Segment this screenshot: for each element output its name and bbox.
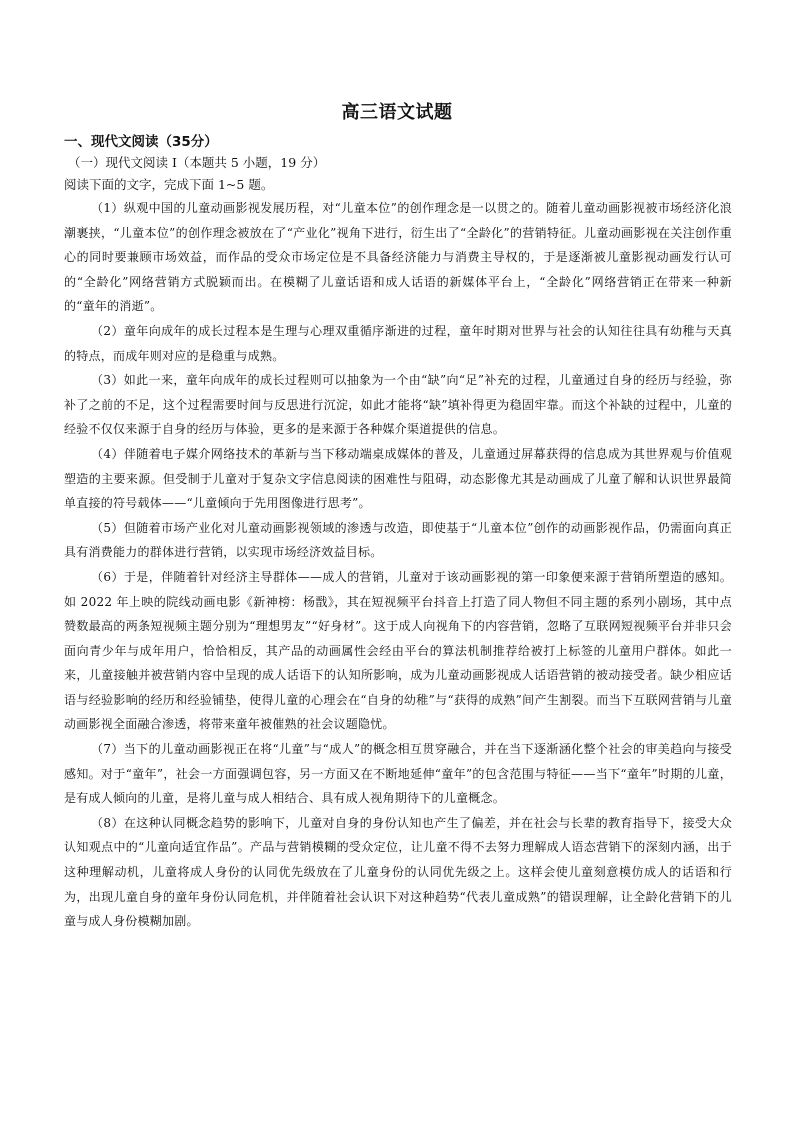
paragraph-5: （5）但随着市场产业化对儿童动画影视领域的渗透与改造，即使基于“儿童本位”创作的动画影视作品，仍需面向真正具有消费能力的群体进行营销，以实现市场经济效益目标。 (64, 520, 732, 560)
section-heading: 一、现代文阅读（35分） (64, 134, 218, 150)
paragraph-7: （7）当下的儿童动画影视正在将“儿童”与“成人”的概念相互贯穿融合，并在当下逐渐涵化整个社会的审美趋向与接受感知。对于“童年”，社会一方面强调包容，另一方面又在不断地延伸“童年”的包含范围与特征——当下“童年”时期的儿童，是有成人倾向的儿童，是将儿童与成人相结合、具有成人视角期待下的儿童概念。 (64, 742, 732, 806)
section-subheading: （一）现代文阅读 I（本题共 5 小题，19 分） (68, 155, 326, 170)
reading-instruction: 阅读下面的文字，完成下面 1~5 题。 (64, 177, 274, 192)
document-body (64, 132, 732, 934)
paragraph-2: （2）童年向成年的成长过程本是生理与心理双重循序渐进的过程，童年时期对世界与社会的认知往往具有幼稚与天真的特点，而成年则对应的是稳重与成熟。 (64, 323, 732, 363)
paragraph-1: （1）纵观中国的儿童动画影视发展历程，对“儿童本位”的创作理念是一以贯之的。随着儿童动画影视被市场经济化浪潮裹挟，“儿童本位”的创作理念被放在了“产业化”视角下进行，衍生出了“全龄化”的营销特征。儿童动画影视在关注创作重心的同时要兼顾市场效益，而作品的受众市场定位是不具备经济能力与消费主导权的，于是逐渐被儿童影视动画发行认可的“全龄化”网络营销方式脱颖而出。在模糊了儿童话语和成人话语的新媒体平台上，“全龄化”网络营销正在带来一种新的“童年的消逝”。 (64, 201, 732, 314)
paragraph-8: （8）在这种认同概念趋势的影响下，儿童对自身的身份认知也产生了偏差，并在社会与长辈的教育指导下，接受大众认知观点中的“儿童向适宜作品”。产品与营销模糊的受众定位，让儿童不得不去努力理解成人语态营销下的深刻内涵，出于这种理解动机，儿童将成人身份的认同优先级放在了儿童身份的认同优先级之上。这样会使儿童刻意模仿成人的话语和行为，出现儿童自身的童年身份认同危机，并伴随着社会认识下对这种趋势“代表儿童成熟”的错误理解，让全龄化营销下的儿童与成人身份模糊加剧。 (64, 815, 732, 929)
paragraph-3: （3）如此一来，童年向成年的成长过程则可以抽象为一个由“缺”向“足”补充的过程，儿童通过自身的经历与经验，弥补了之前的不足，这个过程需要时间与反思进行沉淀，如此才能将“缺”填补得更为稳固牢靠。而这个补缺的过程中，儿童的经验不仅仅来源于自身的经历与体验，更多的是来源于各种媒介渠道提供的信息。 (64, 373, 732, 437)
page-title: 高三语文试题 (341, 102, 453, 123)
paragraph-4: （4）伴随着电子媒介网络技术的革新与当下移动端桌成媒体的普及，儿童通过屏幕获得的信息成为其世界观与价值观塑造的主要来源。但受制于儿童对于复杂文字信息阅读的困难性与阻碍，动态影像尤其是动画成了儿童了解和认识世界最简单直接的符号载体——“儿童倾向于先用图像进行思考”。 (64, 446, 732, 511)
paragraph-6: （6）于是，伴随着针对经济主导群体——成人的营销，儿童对于该动画影视的第一印象便来源于营销所塑造的感知。如 2022 年上映的院线动画电影《新神榜：杨戬》，其在短视频平台抖音上打造了同人物但不同主题的系列小剧场，其中点赞数最高的两条短视频主题分别为“理想男友”“好身材”。这于成人向视角下的内容营销，忽略了互联网短视频平台并非只会面向青少年与成年用户，恰恰相反，其产品的动画属性会经由平台的算法机制推荐给被打上标签的儿童用户群体。如此一来，儿童接触并被营销内容中呈现的成人话语下的认知所影响，成为儿童动画影视成人话语营销的被动接受者。缺少相应话语与经验影响的经历和经验铺垫，使得儿童的心理会在“自身的幼稚”与“获得的成熟”间产生割裂。而当下互联网营销与儿童动画影视全面融合渗透，将带来童年被催熟的社会议题隐忧。 (64, 569, 732, 732)
